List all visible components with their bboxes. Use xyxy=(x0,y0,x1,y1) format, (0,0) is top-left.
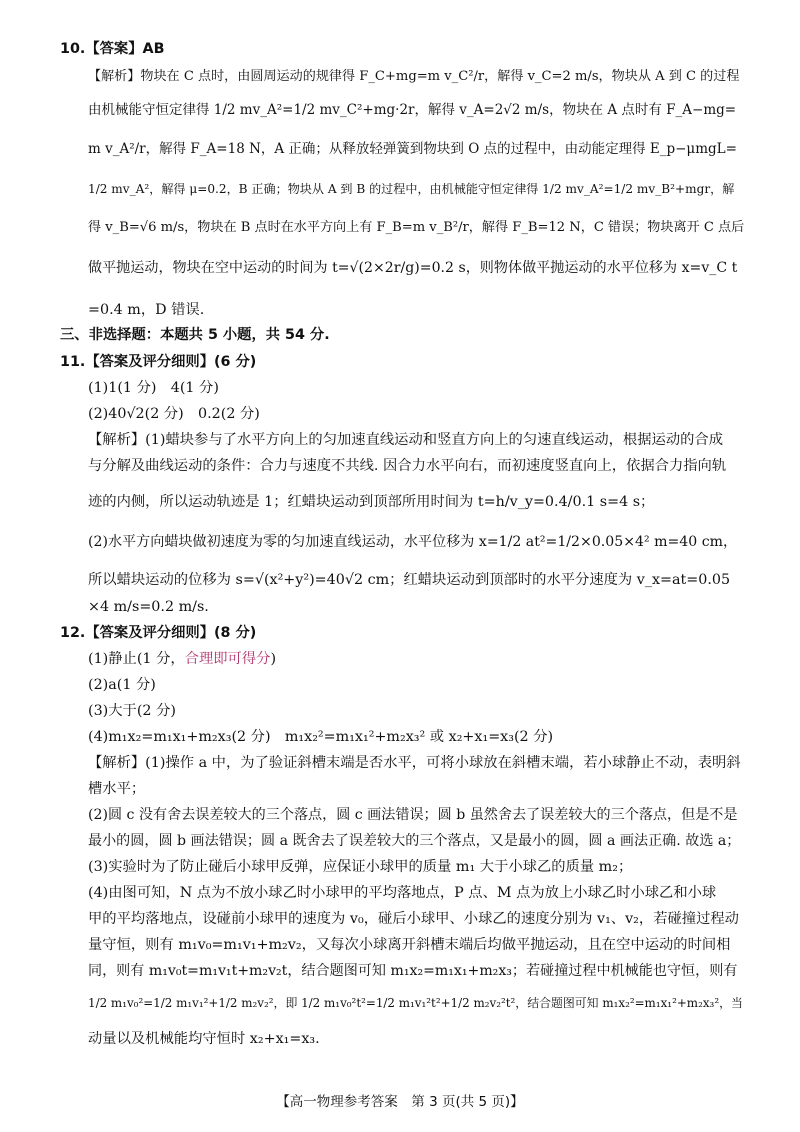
page-footer: 【高一物理参考答案 第 3 页(共 5 页)】 xyxy=(276,1094,524,1110)
q12-line-2: 槽水平； xyxy=(88,781,146,797)
q12-line-1: 【解析】(1)操作 a 中，为了验证斜槽末端是否水平，可将小球放在斜槽末端，若小球静止不动，表明斜 xyxy=(88,755,741,771)
q11-line-1: 【解析】(1)蜡块参与了水平方向上的匀加速直线运动和竖直方向上的匀速直线运动，根据运动的合成 xyxy=(88,432,724,448)
q10-line-4: 1/2 mv_A²，解得 μ=0.2，B 正确；物块从 A 到 B 的过程中，由机械能守恒定律得 1/2 mv_A²=1/2 mv_B²+mgr，解 xyxy=(88,182,735,196)
q12-answer-3: (3)大于(2 分) xyxy=(88,703,176,719)
q12-answer-1-main: (1)静止(1 分， xyxy=(88,651,185,667)
q12-line-8: 量守恒，则有 m₁v₀=m₁v₁+m₂v₂，又每次小球离开斜槽末端后均做平抛运动，且在空中运动的时间相 xyxy=(88,937,731,953)
q10-line-6: 做平抛运动，物块在空中运动的时间为 t=√(2×2r/g)=0.2 s，则物体做平抛运动的水平位移为 x=v_C t xyxy=(88,260,738,276)
q11-line-6: ×4 m/s=0.2 m/s. xyxy=(88,599,209,615)
q12-line-10: 1/2 m₁v₀²=1/2 m₁v₁²+1/2 m₂v₂²，即 1/2 m₁v₀²t²=1/2 m₁v₁²t²+1/2 m₂v₂²t²，结合题图可知 m₁x₂²=m₁x₁²+m₂x₃²，当 xyxy=(88,996,743,1010)
q12-answer-1-end: ) xyxy=(270,651,277,667)
q11-heading: 11.【答案及评分细则】(6 分) xyxy=(60,354,257,370)
q12-heading: 12.【答案及评分细则】(8 分) xyxy=(60,625,257,641)
q12-line-6: (4)由图可知，N 点为不放小球乙时小球甲的平均落地点，P 点、M 点为放上小球乙时小球乙和小球 xyxy=(88,885,717,901)
q12-line-3: (2)圆 c 没有舍去误差较大的三个落点，圆 c 画法错误；圆 b 虽然舍去了误差较大的三个落点，但是不是 xyxy=(88,807,738,823)
q12-answer-2: (2)a(1 分) xyxy=(88,677,156,693)
q10-heading: 10.【答案】AB xyxy=(60,41,165,57)
q10-line-2: 由机械能守恒定律得 1/2 mv_A²=1/2 mv_C²+mg·2r，解得 v_A=2√2 m/s，物块在 A 点时有 F_A−mg= xyxy=(88,102,737,118)
q11-answer-2: (2)40√2(2 分) 0.2(2 分) xyxy=(88,406,260,422)
q11-answer-1: (1)1(1 分) 4(1 分) xyxy=(88,380,219,396)
q10-line-1: 【解析】物块在 C 点时，由圆周运动的规律得 F_C+mg=m v_C²/r，解得 v_C=2 m/s，物块从 A 到 C 的过程 xyxy=(88,69,740,84)
q12-line-11: 动量以及机械能均守恒时 x₂+x₁=x₃. xyxy=(88,1031,320,1047)
q12-line-7: 甲的平均落地点，设碰前小球甲的速度为 v₀，碰后小球甲、小球乙的速度分别为 v₁、v₂，若碰撞过程动 xyxy=(88,911,739,927)
q11-line-4: (2)水平方向蜡块做初速度为零的匀加速直线运动，水平位移为 x=1/2 at²=1/2×0.05×4² m=40 cm， xyxy=(88,534,738,550)
q10-line-3: m v_A²/r，解得 F_A=18 N，A 正确；从释放轻弹簧到物块到 O 点的过程中，由动能定理得 E_p−μmgL= xyxy=(88,141,737,157)
q12-line-9: 同，则有 m₁v₀t=m₁v₁t+m₂v₂t，结合题图可知 m₁x₂=m₁x₁+m₂x₃；若碰撞过程中机械能也守恒，则有 xyxy=(88,963,738,979)
q10-line-7: =0.4 m，D 错误. xyxy=(88,302,205,318)
q11-line-5: 所以蜡块运动的位移为 s=√(x²+y²)=40√2 cm；红蜡块运动到顶部时的水平分速度为 v_x=at=0.05 xyxy=(88,572,731,588)
section-heading: 三、非选择题：本题共 5 小题，共 54 分. xyxy=(60,327,330,343)
q12-line-5: (3)实验时为了防止碰后小球甲反弹，应保证小球甲的质量 m₁ 大于小球乙的质量 m₂； xyxy=(88,859,633,875)
q11-line-2: 与分解及曲线运动的条件：合力与速度不共线. 因合力水平向右，而初速度竖直向上，依据合力指向轨 xyxy=(88,458,727,474)
q12-answer-1 xyxy=(88,650,276,668)
q12-answer-4: (4)m₁x₂=m₁x₁+m₂x₃(2 分) m₁x₂²=m₁x₁²+m₂x₃² 或 x₂+x₁=x₃(2 分) xyxy=(88,729,554,745)
q12-line-4: 最小的圆，圆 b 画法错误；圆 a 既舍去了误差较大的三个落点，又是最小的圆，圆 a 画法正确. 故选 a； xyxy=(88,833,741,849)
q12-answer-1-note: 合理即可得分 xyxy=(184,651,271,667)
q11-line-3: 迹的内侧，所以运动轨迹是 1；红蜡块运动到顶部所用时间为 t=h/v_y=0.4/0.1 s=4 s； xyxy=(88,494,655,510)
q10-line-5: 得 v_B=√6 m/s，物块在 B 点时在水平方向上有 F_B=m v_B²/r，解得 F_B=12 N，C 错误；物块离开 C 点后 xyxy=(88,220,745,235)
